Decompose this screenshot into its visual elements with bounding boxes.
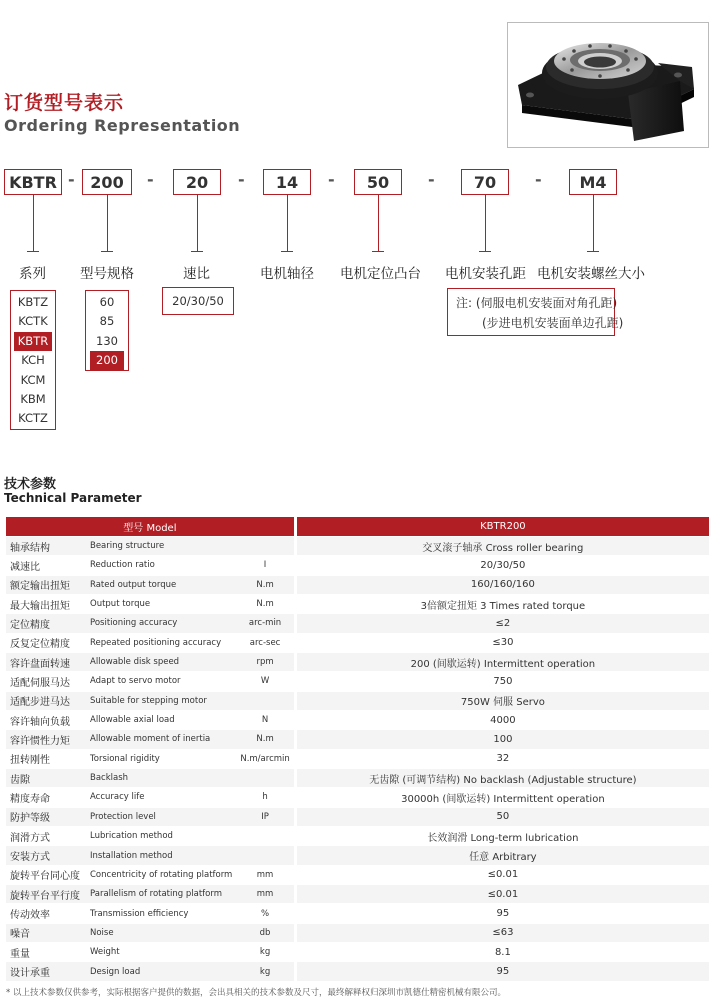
rotary-table-image: [508, 23, 709, 148]
hole-distance-note: [447, 288, 624, 336]
param-name-cn: 最大输出扭矩: [6, 594, 86, 613]
param-value: 160/160/160: [295, 575, 709, 594]
param-name-en: Transmission efficiency: [86, 904, 236, 923]
table-row: [6, 749, 709, 768]
param-unit: N.m: [236, 594, 295, 613]
param-unit: N.m: [236, 730, 295, 749]
tech-parameter-table: [6, 517, 709, 982]
connector-tick: [191, 251, 203, 252]
param-name-en: Lubrication method: [86, 827, 236, 846]
param-name-cn: 传动效率: [6, 904, 86, 923]
table-row: [6, 691, 709, 710]
param-name-cn: 精度寿命: [6, 788, 86, 807]
label-screw: 电机安装螺丝大小: [537, 266, 645, 282]
option-60: 60: [99, 295, 115, 309]
label-series: 系列: [19, 266, 46, 282]
connector-line: [287, 195, 288, 251]
ratio-values: 20/30/50: [172, 294, 224, 308]
connector-line: [33, 195, 34, 251]
connector-tick: [281, 251, 293, 252]
param-name-cn: 防护等级: [6, 807, 86, 826]
param-name-cn: 容许惯性力矩: [6, 730, 86, 749]
param-unit: mm: [236, 865, 295, 884]
header-model: 型号 Model: [6, 517, 295, 536]
table-row: [6, 962, 709, 981]
option-kcm: KCM: [20, 372, 46, 387]
param-unit: arc-min: [236, 614, 295, 633]
param-value: 交叉滚子轴承 Cross roller bearing: [295, 536, 709, 555]
code-screw: M4: [569, 169, 617, 195]
param-name-en: Design load: [86, 962, 236, 981]
param-unit: N.m/arcmin: [236, 749, 295, 768]
table-row: [6, 807, 709, 826]
param-name-en: Weight: [86, 943, 236, 962]
param-name-cn: 设计承重: [6, 962, 86, 981]
label-ratio: 速比: [183, 266, 210, 282]
param-name-en: Allowable moment of inertia: [86, 730, 236, 749]
label-size: 型号规格: [80, 266, 134, 282]
param-unit: [236, 691, 295, 710]
table-row: [6, 710, 709, 729]
param-value: ≤0.01: [295, 865, 709, 884]
param-unit: [236, 827, 295, 846]
code-shaft: 14: [263, 169, 311, 195]
tech-title-cn: 技术参数: [4, 477, 57, 492]
param-name-cn: 轴承结构: [6, 536, 86, 555]
param-unit: N.m: [236, 575, 295, 594]
param-name-cn: 噪音: [6, 923, 86, 942]
series-options: [10, 290, 56, 430]
connector-line: [593, 195, 594, 251]
code-dash: -: [535, 170, 542, 189]
option-kbtz: KBTZ: [17, 295, 49, 309]
param-name-en: Output torque: [86, 594, 236, 613]
code-hole-distance: 70: [461, 169, 509, 195]
param-unit: %: [236, 904, 295, 923]
param-name-cn: 润滑方式: [6, 827, 86, 846]
param-value: 20/30/50: [295, 556, 709, 575]
param-name-en: Torsional rigidity: [86, 749, 236, 768]
table-row: [6, 556, 709, 575]
param-unit: kg: [236, 962, 295, 981]
param-name-en: Adapt to servo motor: [86, 672, 236, 691]
table-row: [6, 846, 709, 865]
connector-tick: [479, 251, 491, 252]
label-shaft: 电机轴径: [260, 266, 314, 282]
param-name-en: Reduction ratio: [86, 556, 236, 575]
param-unit: arc-sec: [236, 633, 295, 652]
param-name-cn: 容许轴向负载: [6, 710, 86, 729]
ordering-title-en: Ordering Representation: [4, 116, 241, 135]
param-unit: I: [236, 556, 295, 575]
code-dash: -: [68, 170, 75, 189]
code-dash: -: [428, 170, 435, 189]
param-unit: W: [236, 672, 295, 691]
param-unit: rpm: [236, 652, 295, 671]
param-unit: [236, 536, 295, 555]
connector-tick: [587, 251, 599, 252]
table-row: [6, 923, 709, 942]
table-row: [6, 672, 709, 691]
param-name-cn: 适配步进马达: [6, 691, 86, 710]
option-200-selected: 200: [90, 351, 124, 370]
ratio-options: [162, 287, 234, 315]
option-kbtr-selected: KBTR: [14, 332, 52, 351]
param-name-en: Bearing structure: [86, 536, 236, 555]
param-value: 200 (间歇运转) Intermittent operation: [295, 652, 709, 671]
code-boss: 50: [354, 169, 402, 195]
code-series: KBTR: [4, 169, 62, 195]
param-value: ≤30: [295, 633, 709, 652]
param-value: ≤63: [295, 923, 709, 942]
param-name-en: Accuracy life: [86, 788, 236, 807]
option-85: 85: [99, 314, 115, 329]
param-name-en: Allowable axial load: [86, 710, 236, 729]
param-name-en: Concentricity of rotating platform: [86, 865, 236, 884]
param-value: 长效润滑 Long-term lubrication: [295, 827, 709, 846]
connector-line: [485, 195, 486, 251]
param-name-cn: 减速比: [6, 556, 86, 575]
param-name-cn: 重量: [6, 943, 86, 962]
param-value: 95: [295, 962, 709, 981]
note-servo: 注: (伺服电机安装面对角孔距): [456, 296, 618, 310]
param-value: 4000: [295, 710, 709, 729]
param-unit: db: [236, 923, 295, 942]
code-dash: -: [238, 170, 245, 189]
table-row: [6, 865, 709, 884]
connector-tick: [27, 251, 39, 252]
param-unit: kg: [236, 943, 295, 962]
param-name-en: Rated output torque: [86, 575, 236, 594]
param-value: 30000h (间歇运转) Intermittent operation: [295, 788, 709, 807]
option-130: 130: [96, 333, 118, 348]
param-value: 3倍额定扭矩 3 Times rated torque: [295, 594, 709, 613]
param-value: 8.1: [295, 943, 709, 962]
param-name-cn: 扭转刚性: [6, 749, 86, 768]
table-row: [6, 904, 709, 923]
code-size: 200: [82, 169, 132, 195]
param-value: 750: [295, 672, 709, 691]
param-value: 50: [295, 807, 709, 826]
option-kctk: KCTK: [18, 314, 48, 329]
tech-title-en: Technical Parameter: [4, 491, 142, 505]
param-name-cn: 反复定位精度: [6, 633, 86, 652]
param-name-en: Repeated positioning accuracy: [86, 633, 236, 652]
param-name-en: Protection level: [86, 807, 236, 826]
option-kbm: KBM: [20, 391, 46, 406]
param-unit: [236, 846, 295, 865]
label-boss: 电机定位凸台: [340, 266, 421, 282]
param-name-en: Positioning accuracy: [86, 614, 236, 633]
code-dash: -: [328, 170, 335, 189]
table-row: [6, 633, 709, 652]
header-value: KBTR200: [295, 517, 709, 536]
option-kctz: KCTZ: [18, 411, 48, 426]
table-row: [6, 614, 709, 633]
note-stepper: (步进电机安装面单边孔距): [482, 316, 624, 330]
table-row: [6, 652, 709, 671]
connector-tick: [372, 251, 384, 252]
table-row: [6, 827, 709, 846]
table-row: [6, 730, 709, 749]
table-row: [6, 885, 709, 904]
label-hole-distance: 电机安装孔距: [445, 266, 526, 282]
param-unit: N: [236, 710, 295, 729]
param-name-en: Suitable for stepping motor: [86, 691, 236, 710]
param-name-en: Noise: [86, 923, 236, 942]
param-unit: mm: [236, 885, 295, 904]
param-value: 无齿隙 (可调节结构) No backlash (Adjustable structure): [295, 768, 709, 787]
product-photo: [507, 22, 709, 148]
param-unit: [236, 768, 295, 787]
table-row: [6, 594, 709, 613]
param-value: 750W 伺服 Servo: [295, 691, 709, 710]
param-name-cn: 适配伺服马达: [6, 672, 86, 691]
table-row: [6, 536, 709, 555]
connector-tick: [101, 251, 113, 252]
connector-line: [107, 195, 108, 251]
option-kch: KCH: [21, 353, 45, 368]
code-dash: -: [147, 170, 154, 189]
connector-line: [197, 195, 198, 251]
param-value: 95: [295, 904, 709, 923]
param-value: ≤2: [295, 614, 709, 633]
param-name-cn: 安装方式: [6, 846, 86, 865]
size-options: [85, 290, 129, 371]
param-value: ≤0.01: [295, 885, 709, 904]
param-value: 32: [295, 749, 709, 768]
table-header-row: [6, 517, 709, 536]
param-name-cn: 齿隙: [6, 768, 86, 787]
code-ratio: 20: [173, 169, 221, 195]
param-name-cn: 旋转平台平行度: [6, 885, 86, 904]
param-unit: h: [236, 788, 295, 807]
table-row: [6, 788, 709, 807]
param-value: 100: [295, 730, 709, 749]
footnote: * 以上技术参数仅供参考，实际根据客户提供的数据，会出具相关的技术参数及尺寸，最终解释权归深圳市凯德仕精密机械有限公司。: [6, 988, 506, 998]
param-unit: IP: [236, 807, 295, 826]
param-name-en: Backlash: [86, 768, 236, 787]
param-name-cn: 旋转平台同心度: [6, 865, 86, 884]
table-row: [6, 943, 709, 962]
param-name-cn: 容许盘面转速: [6, 652, 86, 671]
param-value: 任意 Arbitrary: [295, 846, 709, 865]
connector-line: [378, 195, 379, 251]
param-name-cn: 定位精度: [6, 614, 86, 633]
ordering-title-cn: 订货型号表示: [4, 92, 125, 114]
param-name-en: Allowable disk speed: [86, 652, 236, 671]
param-name-en: Installation method: [86, 846, 236, 865]
table-row: [6, 768, 709, 787]
param-name-en: Parallelism of rotating platform: [86, 885, 236, 904]
table-row: [6, 575, 709, 594]
param-name-cn: 额定输出扭矩: [6, 575, 86, 594]
